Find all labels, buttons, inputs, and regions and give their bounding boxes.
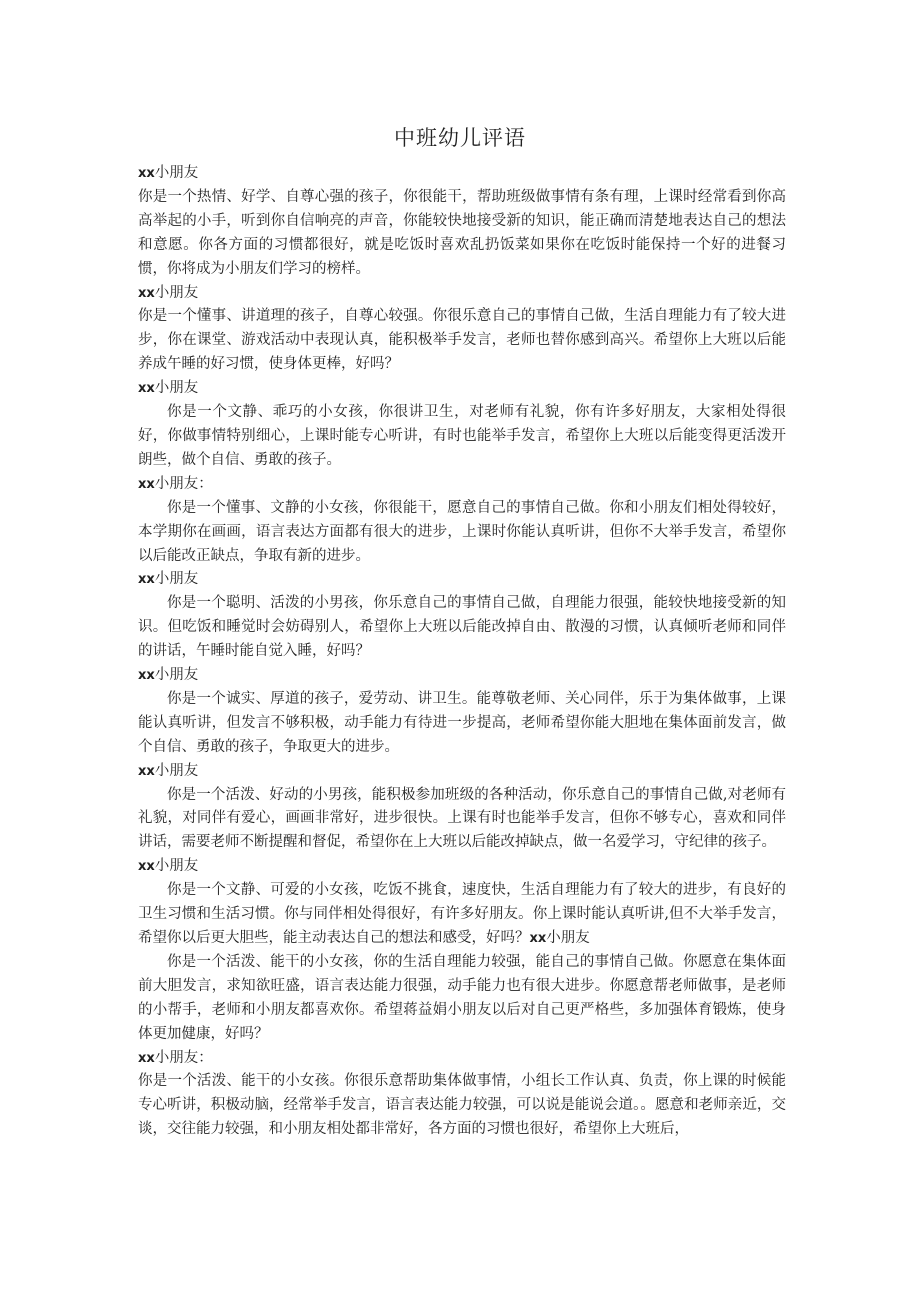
greeting-name: xx bbox=[138, 1050, 155, 1066]
greeting-label: 小朋友 bbox=[546, 930, 590, 946]
entry-text: 你是一个懂事、讲道理的孩子，自尊心较强。你很乐意自己的事情自己做，生活自理能力有了较大进步，你在课堂、游戏活动中表现认真，能积极举手发言，老师也替你感到高兴。希望你上大班以后能养成午睡的好习惯，使身体更棒，好吗？ bbox=[138, 308, 786, 373]
greeting-name: xx bbox=[138, 763, 155, 779]
greeting-name: xx bbox=[138, 166, 155, 181]
entry-text bbox=[138, 879, 786, 951]
entry-text: 你是一个诚实、厚道的孩子，爱劳动、讲卫生。能尊敬老师、关心同伴，乐于为集体做事，上课能认真听讲，但发言不够积极，动手能力有待进一步提高，老师希望你能大胆地在集体面前发言，做个自信、勇敢的孩子，争取更大的进步。 bbox=[138, 690, 786, 755]
entry-greeting bbox=[138, 1047, 786, 1071]
entry-text: 你是一个活泼、能干的小女孩，你的生活自理能力较强，能自己的事情自己做。你愿意在集体面前大胆发言，求知欲旺盛，语言表达能力很强，动手能力也有很大进步。你愿意帮老师做事，是老师的小帮手，老师和小朋友都喜欢你。希望蒋益娟小朋友以后对自己更严格些，多加强体育锻炼，使身体更加健康，好吗？ bbox=[138, 953, 786, 1042]
entry-text: 你是一个活泼、能干的小女孩。你很乐意帮助集体做事情，小组长工作认真、负责，你上课的时候能专心听讲，积极动脑，经常举手发言，语言表达能力较强，可以说是能说会道。。愿意和老师亲近，交谈，交往能力较强，和小朋友相处都非常好，各方面的习惯也很好，希望你上大班后， bbox=[138, 1073, 786, 1138]
entry-text: 你是一个活泼、好动的小男孩，能积极参加班级的各种活动，你乐意自己的事情自己做,对老师有礼貌，对同伴有爱心，画画非常好，进步很快。上课有时也能举手发言，但你不够专心，喜欢和同伴讲话，需要老师不断提醒和督促，希望你在上大班以后能改掉缺点，做一名爱学习，守纪律的孩子。 bbox=[138, 786, 786, 851]
greeting-name: xx bbox=[138, 285, 155, 301]
entry-greeting bbox=[138, 568, 786, 592]
greeting-label: 小朋友 bbox=[154, 284, 199, 301]
document-body bbox=[138, 162, 786, 1142]
greeting-label: 小朋友 bbox=[154, 762, 199, 779]
greeting-name: xx bbox=[138, 476, 155, 492]
entry-greeting bbox=[138, 282, 786, 306]
entry-greeting bbox=[138, 377, 786, 401]
entry-greeting bbox=[138, 855, 786, 879]
greeting-name: xx bbox=[138, 572, 155, 588]
greeting-label: 小朋友： bbox=[154, 1049, 213, 1066]
greeting-name: xx bbox=[138, 859, 155, 875]
greeting-name: xx bbox=[529, 931, 547, 946]
entry-text-body: 你是一个文静、可爱的小女孩，吃饭不挑食，速度快，生活自理能力有了较大的进步，有良好的卫生习惯和生活习惯。你与同伴相处得很好，有许多好朋友。你上课时能认真听讲,但不大举手发言，希望你以后更大胆些，能主动表达自己的想法和感受，好吗？ bbox=[138, 882, 786, 946]
greeting-label: 小朋友 bbox=[154, 165, 199, 181]
entry-text: 你是一个热情、好学、自尊心强的孩子，你很能干，帮助班级做事情有条有理，上课时经常看到你高高举起的小手，听到你自信响亮的声音，你能较快地接受新的知识，能正确而清楚地表达自己的想法和意愿。你各方面的习惯都很好，就是吃饭时喜欢乱扔饭菜如果你在吃饭时能保持一个好的进餐习惯，你将成为小朋友们学习的榜样。 bbox=[138, 188, 786, 277]
greeting-label: 小朋友 bbox=[154, 667, 199, 684]
entry-text: 你是一个懂事、文静的小女孩，你很能干，愿意自己的事情自己做。你和小朋友们相处得较好，本学期你在画画，语言表达方面都有很大的进步，上课时你能认真听讲，但你不大举手发言，希望你以后能改正缺点，争取有新的进步。 bbox=[138, 499, 786, 564]
greeting-label: 小朋友 bbox=[154, 571, 199, 588]
document-title: 中班幼儿评语 bbox=[394, 126, 526, 150]
entry-greeting bbox=[138, 760, 786, 784]
entry-text: 你是一个文静、乖巧的小女孩，你很讲卫生，对老师有礼貌，你有许多好朋友，大家相处得很好，你做事情特别细心，上课时能专心听讲，有时也能举手发言，希望你上大班以后能变得更活泼开朗些，做个自信、勇敢的孩子。 bbox=[138, 404, 786, 468]
inline-greeting bbox=[530, 930, 590, 946]
greeting-name: xx bbox=[138, 668, 155, 684]
entry-greeting bbox=[138, 162, 786, 186]
entry-greeting bbox=[138, 664, 786, 688]
greeting-label: 小朋友 bbox=[154, 380, 199, 397]
entry-greeting bbox=[138, 473, 786, 497]
greeting-name: xx bbox=[138, 381, 155, 397]
entry-text: 你是一个聪明、活泼的小男孩，你乐意自己的事情自己做，自理能力很强，能较快地接受新的知识。但吃饭和睡觉时会妨碍别人，希望你上大班以后能改掉自由、散漫的习惯，认真倾听老师和同伴的讲话，午睡时能自觉入睡，好吗？ bbox=[138, 595, 786, 660]
greeting-label: 小朋友 bbox=[154, 858, 199, 875]
greeting-label: 小朋友： bbox=[154, 475, 213, 492]
